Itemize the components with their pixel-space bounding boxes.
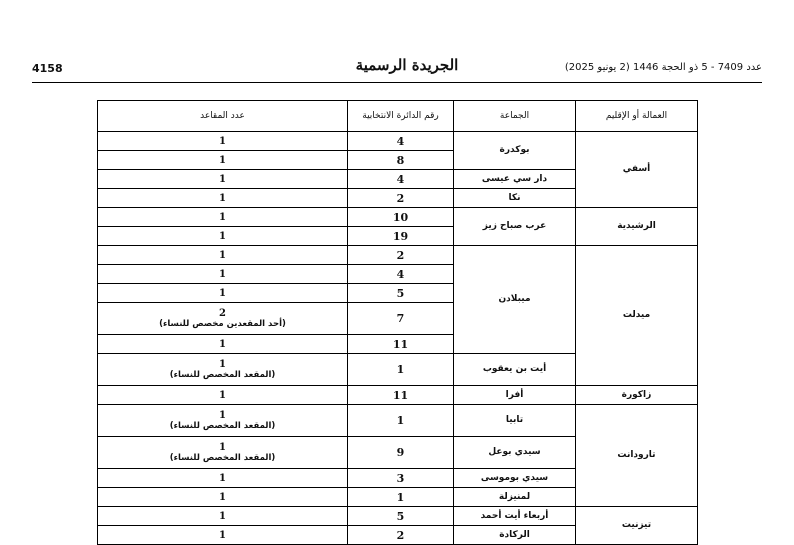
seat-count-cell (98, 386, 348, 405)
province-cell: زاكورة (576, 386, 698, 405)
seat-count-cell (98, 151, 348, 170)
commune-cell: لمنيزلة (454, 488, 576, 507)
seat-count: 1 (219, 472, 226, 484)
district-number-cell: 2 (348, 246, 454, 265)
seat-count: 1 (219, 173, 226, 185)
district-number-cell: 2 (348, 526, 454, 545)
district-number-cell: 9 (348, 437, 454, 469)
table-row (98, 405, 698, 437)
commune-cell: أربعاء أيت أحمد (454, 507, 576, 526)
commune-cell: نكا (454, 189, 576, 208)
column-header-district: رقم الدائرة الانتخابية (348, 101, 454, 132)
seat-count-cell (98, 265, 348, 284)
commune-cell: ميبلادن (454, 246, 576, 354)
seat-count: 1 (219, 230, 226, 242)
commune-cell: سيدي بوعل (454, 437, 576, 469)
commune-cell: سيدي بوموسى (454, 469, 576, 488)
district-number-cell: 11 (348, 335, 454, 354)
seat-count-cell (98, 507, 348, 526)
column-header-commune: الجماعة (454, 101, 576, 132)
page-number: 4158 (32, 62, 63, 75)
page-header (32, 56, 762, 82)
commune-cell: الركادة (454, 526, 576, 545)
seat-count: 1 (219, 529, 226, 541)
seat-count-cell (98, 246, 348, 265)
seat-count-cell (98, 208, 348, 227)
seats-table (97, 100, 698, 545)
district-number-cell: 1 (348, 354, 454, 386)
province-cell: ميدلت (576, 246, 698, 386)
commune-cell: عرب صباح زيز (454, 208, 576, 246)
seat-count: 1 (219, 287, 226, 299)
seat-count-cell (98, 469, 348, 488)
seat-count-cell (98, 354, 348, 386)
seat-count: 1 (219, 491, 226, 503)
seat-allocation-note: (المقعد المخصص للنساء) (169, 369, 276, 380)
province-cell: أسفي (576, 132, 698, 208)
seat-count: 1 (219, 192, 226, 204)
seat-count: 1 (219, 358, 226, 370)
gazette-title: الجريدة الرسمية (355, 56, 459, 74)
seat-count: 1 (219, 409, 226, 421)
seat-count-cell (98, 437, 348, 469)
seat-count-cell (98, 170, 348, 189)
seat-count-cell (98, 227, 348, 246)
district-number-cell: 5 (348, 507, 454, 526)
commune-cell: بوكدرة (454, 132, 576, 170)
district-number-cell: 11 (348, 386, 454, 405)
seat-count: 1 (219, 249, 226, 261)
district-number-cell: 4 (348, 265, 454, 284)
table-row (98, 507, 698, 526)
district-number-cell: 4 (348, 132, 454, 151)
seat-count: 1 (219, 135, 226, 147)
seat-count-cell (98, 189, 348, 208)
district-number-cell: 2 (348, 189, 454, 208)
province-cell: الرشيدية (576, 208, 698, 246)
table-row (98, 132, 698, 151)
seat-count-cell (98, 132, 348, 151)
province-cell: تيزنيت (576, 507, 698, 545)
district-number-cell: 1 (348, 405, 454, 437)
table-header-row (98, 101, 698, 132)
commune-cell: دار سي عيسى (454, 170, 576, 189)
seat-count-cell (98, 488, 348, 507)
seat-count: 2 (219, 307, 226, 319)
district-number-cell: 3 (348, 469, 454, 488)
district-number-cell: 1 (348, 488, 454, 507)
seat-count-cell (98, 335, 348, 354)
seat-allocation-note: (المقعد المخصص للنساء) (169, 452, 276, 463)
commune-cell: أيت بن يعقوب (454, 354, 576, 386)
seat-count: 1 (219, 211, 226, 223)
district-number-cell: 8 (348, 151, 454, 170)
table-row (98, 208, 698, 227)
seat-count-cell (98, 405, 348, 437)
seat-count: 1 (219, 154, 226, 166)
province-cell: تارودانت (576, 405, 698, 507)
seat-count: 1 (219, 510, 226, 522)
table-row (98, 386, 698, 405)
seat-count: 1 (219, 389, 226, 401)
seat-allocation-note: (أحد المقعدين مخصص للنساء) (159, 318, 286, 329)
column-header-seats: عدد المقاعد (98, 101, 348, 132)
seat-count-cell (98, 303, 348, 335)
seat-allocation-note: (المقعد المخصص للنساء) (169, 420, 276, 431)
commune-cell: أفرا (454, 386, 576, 405)
seat-count: 1 (219, 441, 226, 453)
table-body (98, 132, 698, 545)
header-divider (32, 82, 762, 83)
district-number-cell: 19 (348, 227, 454, 246)
seat-count-cell (98, 526, 348, 545)
seat-count-cell (98, 284, 348, 303)
column-header-province: العمالة أو الإقليم (576, 101, 698, 132)
district-number-cell: 7 (348, 303, 454, 335)
issue-info: عدد 7409 - 5 ذو الحجة 1446 (2 يونيو 2025) (564, 62, 762, 73)
district-number-cell: 5 (348, 284, 454, 303)
seat-count: 1 (219, 338, 226, 350)
seat-count: 1 (219, 268, 226, 280)
table-row (98, 246, 698, 265)
commune-cell: تابيا (454, 405, 576, 437)
district-number-cell: 4 (348, 170, 454, 189)
district-number-cell: 10 (348, 208, 454, 227)
